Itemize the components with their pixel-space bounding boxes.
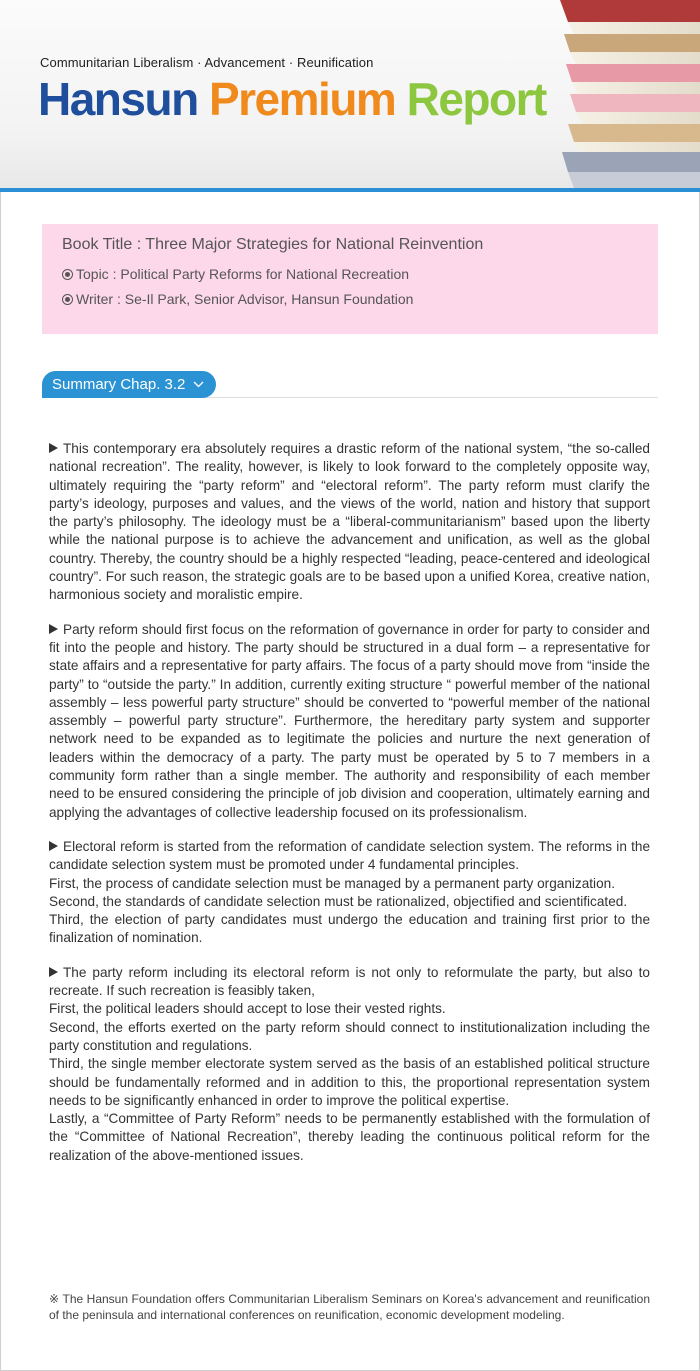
- point-third: Third, the election of party candidates must undergo the education and training first prior to the finalization of nomination.: [49, 912, 650, 946]
- paragraph-text: This contemporary era absolutely requires a drastic reform of the national system, “the so-called national recreation”. The reality, however, is likely to look forward to the completely opposite way, ultimately requiring the “party reform” and “electoral reform”. The party reform must clarify the party’s ideology, purposes and values, and the views of the world, nation and history that support the party’s philosophy. The ideology must be a “liberal-communitarianism” based upon the liberty while the national purpose is to achieve the advancement and unification, as well as the global country. Thereby, the country should be a highly respected “leading, peace-centered and ideological country”. For such reason, the strategic goals are to be based upon a unified Korea, creative nation, harmonious society and moralistic empire.: [49, 441, 650, 603]
- triangle-bullet-icon: [49, 967, 58, 977]
- point-lastly: Lastly, a “Committee of Party Reform” needs to be permanently established with the formulation of the “Committee of National Recreation”, thereby leading the continuous political reform for the realization of the above-mentioned issues.: [49, 1111, 650, 1163]
- report-header: [0, 0, 700, 188]
- point-first: First, the process of candidate selection must be managed by a permanent party organization.: [49, 875, 615, 891]
- header-divider: [0, 188, 700, 192]
- triangle-bullet-icon: [49, 624, 58, 634]
- radio-bullet-icon: [62, 294, 73, 305]
- book-info-box: [42, 224, 658, 334]
- summary-body: [49, 440, 650, 1181]
- chevron-down-icon: [193, 381, 204, 388]
- paragraph-1: [49, 440, 650, 605]
- foundation-footnote: ※ The Hansun Foundation offers Communitarian Liberalism Seminars on Korea's advancement and reunification of the peninsula and international conferences on reunification, economic development modeling.: [49, 1292, 650, 1322]
- paragraph-2: [49, 621, 650, 822]
- book-title: Book Title : Three Major Strategies for National Reinvention: [62, 236, 484, 253]
- writer-text: Writer : Se-Il Park, Senior Advisor, Hansun Foundation: [76, 291, 414, 307]
- radio-bullet-icon: [62, 269, 73, 280]
- brand-word-hansun: Hansun: [38, 73, 198, 125]
- books-stack-illustration: [540, 0, 700, 188]
- brand-word-report: Report: [406, 73, 546, 125]
- paragraph-intro: [49, 838, 650, 875]
- paragraph-text: Party reform should first focus on the reformation of governance in order for party to consider and fit into the people and history. The party should be structured in a dual form – a representative for state affairs and a representative for party affairs. The focus of a party should move from “inside the party” to “outside the party.” In addition, currently exiting structure “ powerful member of the national assembly – less powerful party structure” should be converted to “powerful member of the national assembly – powerful party structure”. Furthermore, the hereditary party system and supporter network need to be expanded as to legitimate the policies and nurture the next generation of leaders within the democracy of a party. The party must be operated by 5 to 7 members in a community form rather than a single member. The authority and responsibility of each member need to be ensured considering the principle of job division and cooperation, ultimately earning and applying the advantages of collective leadership focused on its professionalism.: [49, 621, 650, 820]
- brand-word-premium: Premium: [208, 73, 396, 125]
- brand-title: [38, 70, 546, 128]
- triangle-bullet-icon: [49, 841, 58, 851]
- topic-line: [62, 266, 409, 282]
- summary-chapter-tab[interactable]: [42, 371, 216, 398]
- paragraph-3: [49, 838, 650, 948]
- point-second: Second, the standards of candidate selection must be rationalized, objectified and scientificated.: [49, 893, 628, 909]
- topic-text: Topic : Political Party Reforms for National Recreation: [76, 266, 410, 282]
- paragraph-4: [49, 964, 650, 1165]
- header-tagline: Communitarian Liberalism · Advancement · Reunification: [40, 55, 374, 70]
- intro-text: The party reform including its electoral reform is not only to reformulate the party, but also to recreate. If such recreation is feasibly taken,: [49, 964, 650, 999]
- writer-line: [62, 291, 413, 307]
- point-second: Second, the efforts exerted on the party reform should connect to institutionalization including the party constitution and regulations.: [49, 1019, 650, 1053]
- point-third: Third, the single member electorate system served as the basis of an established political structure should be fundamentally reformed and in addition to this, the proportional representation system needs to be significantly enhanced in order to improve the political expertise.: [49, 1056, 650, 1108]
- point-first: First, the political leaders should accept to lose their vested rights.: [49, 1001, 446, 1017]
- intro-text: Electoral reform is started from the reformation of candidate selection system. The reforms in the candidate selection system must be promoted under 4 fundamental principles.: [49, 838, 650, 873]
- triangle-bullet-icon: [49, 443, 58, 453]
- summary-label: Summary Chap. 3.2: [52, 376, 186, 393]
- paragraph-intro: [49, 964, 650, 1001]
